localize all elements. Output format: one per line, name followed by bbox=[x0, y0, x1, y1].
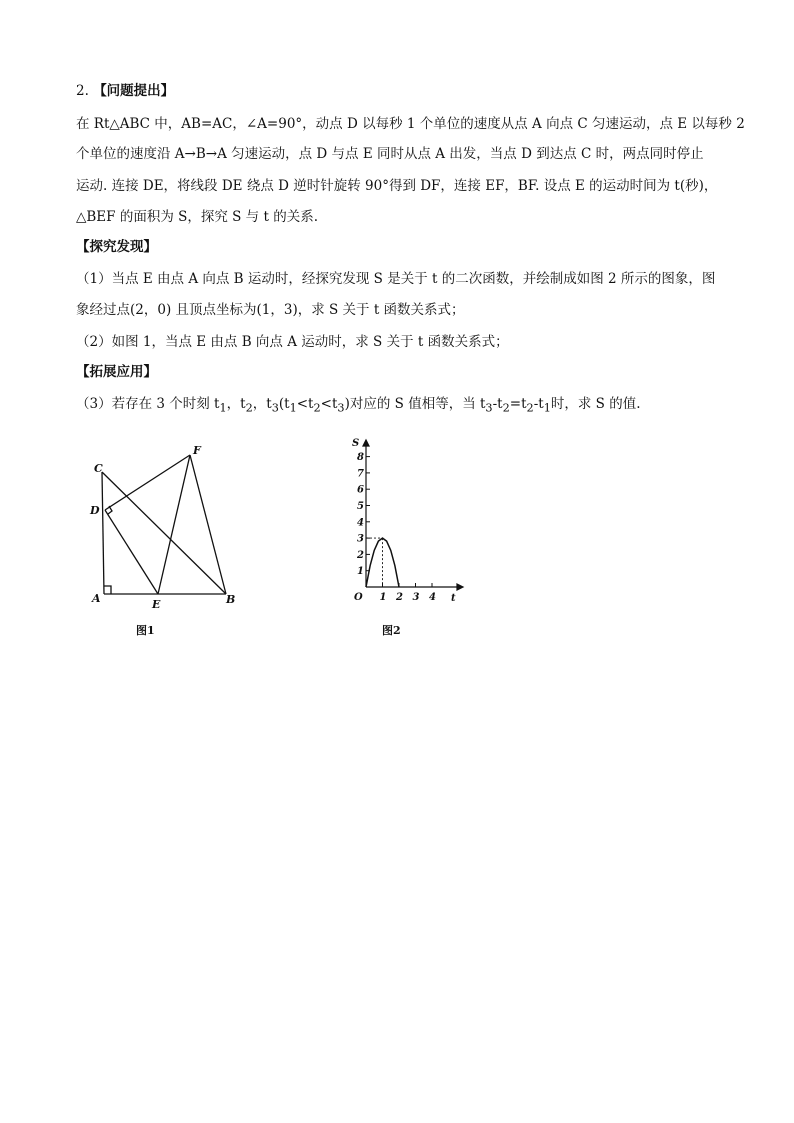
segment-df bbox=[105, 455, 190, 510]
y-tick-label: 7 bbox=[357, 468, 364, 480]
y-axis-arrow bbox=[363, 440, 369, 446]
statement-line-4: △BEF 的面积为 S，探究 S 与 t 的关系. bbox=[76, 209, 318, 225]
question-2: （2）如图 1，当点 E 由点 B 向点 A 运动时，求 S 关于 t 函数关系式； bbox=[76, 334, 509, 350]
label-b: B bbox=[226, 593, 236, 606]
label-c: C bbox=[94, 462, 103, 475]
x-tick-label: 4 bbox=[429, 592, 436, 603]
label-f: F bbox=[193, 444, 201, 457]
statement-line-1: 在 Rt△ABC 中，AB=AC，∠A=90°，动点 D 以每秒 1 个单位的速度从点 A 向点 C 匀速运动，点 E 以每秒 2 bbox=[76, 116, 745, 132]
section-extend-heading: 【拓展应用】 bbox=[76, 364, 157, 380]
figure-2-graph bbox=[330, 432, 470, 644]
label-e: E bbox=[152, 598, 161, 611]
y-tick-label: 8 bbox=[357, 452, 364, 464]
x-tick-label: 1 bbox=[379, 592, 387, 603]
label-d: D bbox=[90, 504, 100, 517]
statement-line-3: 运动. 连接 DE，将线段 DE 绕点 D 逆时针旋转 90°得到 DF，连接 EF，BF. 设点 E 的运动时间为 t(秒)， bbox=[76, 178, 718, 194]
segment-de bbox=[105, 510, 158, 594]
origin-label: O bbox=[354, 592, 363, 603]
y-axis-label: S bbox=[352, 438, 360, 449]
figure-1-geometry bbox=[78, 432, 258, 644]
y-tick-label: 1 bbox=[357, 566, 364, 578]
label-a: A bbox=[92, 592, 101, 605]
x-tick-label: 2 bbox=[396, 592, 403, 603]
question-3: （3）若存在 3 个时刻 $t_1$，$t_2$，$t_3(t_1<t_2<t_3)$对应的 S 值相等，当 $t_3-t_2=t_2-t_1$时，求 S 的值. bbox=[76, 396, 641, 415]
segment-bc bbox=[102, 472, 226, 594]
statement-line-2: 个单位的速度沿 A→B→A 匀速运动，点 D 与点 E 同时从点 A 出发，当点 D 到达点 C 时，两点同时停止 bbox=[76, 146, 704, 162]
section-discover-heading: 【探究发现】 bbox=[76, 239, 157, 255]
problem-number: 2. bbox=[76, 83, 89, 99]
right-angle-mark-a bbox=[104, 586, 111, 594]
segment-ef bbox=[158, 455, 190, 594]
problem-header bbox=[76, 82, 726, 100]
x-axis-arrow bbox=[457, 584, 463, 590]
figure-1-caption: 图1 bbox=[136, 624, 155, 637]
x-axis-label: t bbox=[451, 593, 456, 604]
figure-2-caption: 图2 bbox=[382, 624, 401, 637]
section-problem-heading: 【问题提出】 bbox=[93, 83, 175, 99]
x-tick-label: 3 bbox=[412, 592, 420, 603]
question-1-line-1: （1）当点 E 由点 A 向点 B 运动时，经探究发现 S 是关于 t 的二次函数，并绘制成如图 2 所示的图象，图 bbox=[76, 271, 716, 287]
segment-bf bbox=[190, 455, 226, 594]
question-1-line-2: 象经过点(2，0) 且顶点坐标为(1，3)，求 S 关于 t 函数关系式； bbox=[76, 302, 465, 318]
y-tick-label: 2 bbox=[357, 549, 364, 561]
y-tick-label: 5 bbox=[357, 501, 364, 512]
y-tick-label: 6 bbox=[357, 484, 364, 496]
y-tick-label: 4 bbox=[357, 517, 364, 529]
segment-ac bbox=[102, 472, 104, 594]
y-tick-label: 3 bbox=[357, 533, 364, 545]
